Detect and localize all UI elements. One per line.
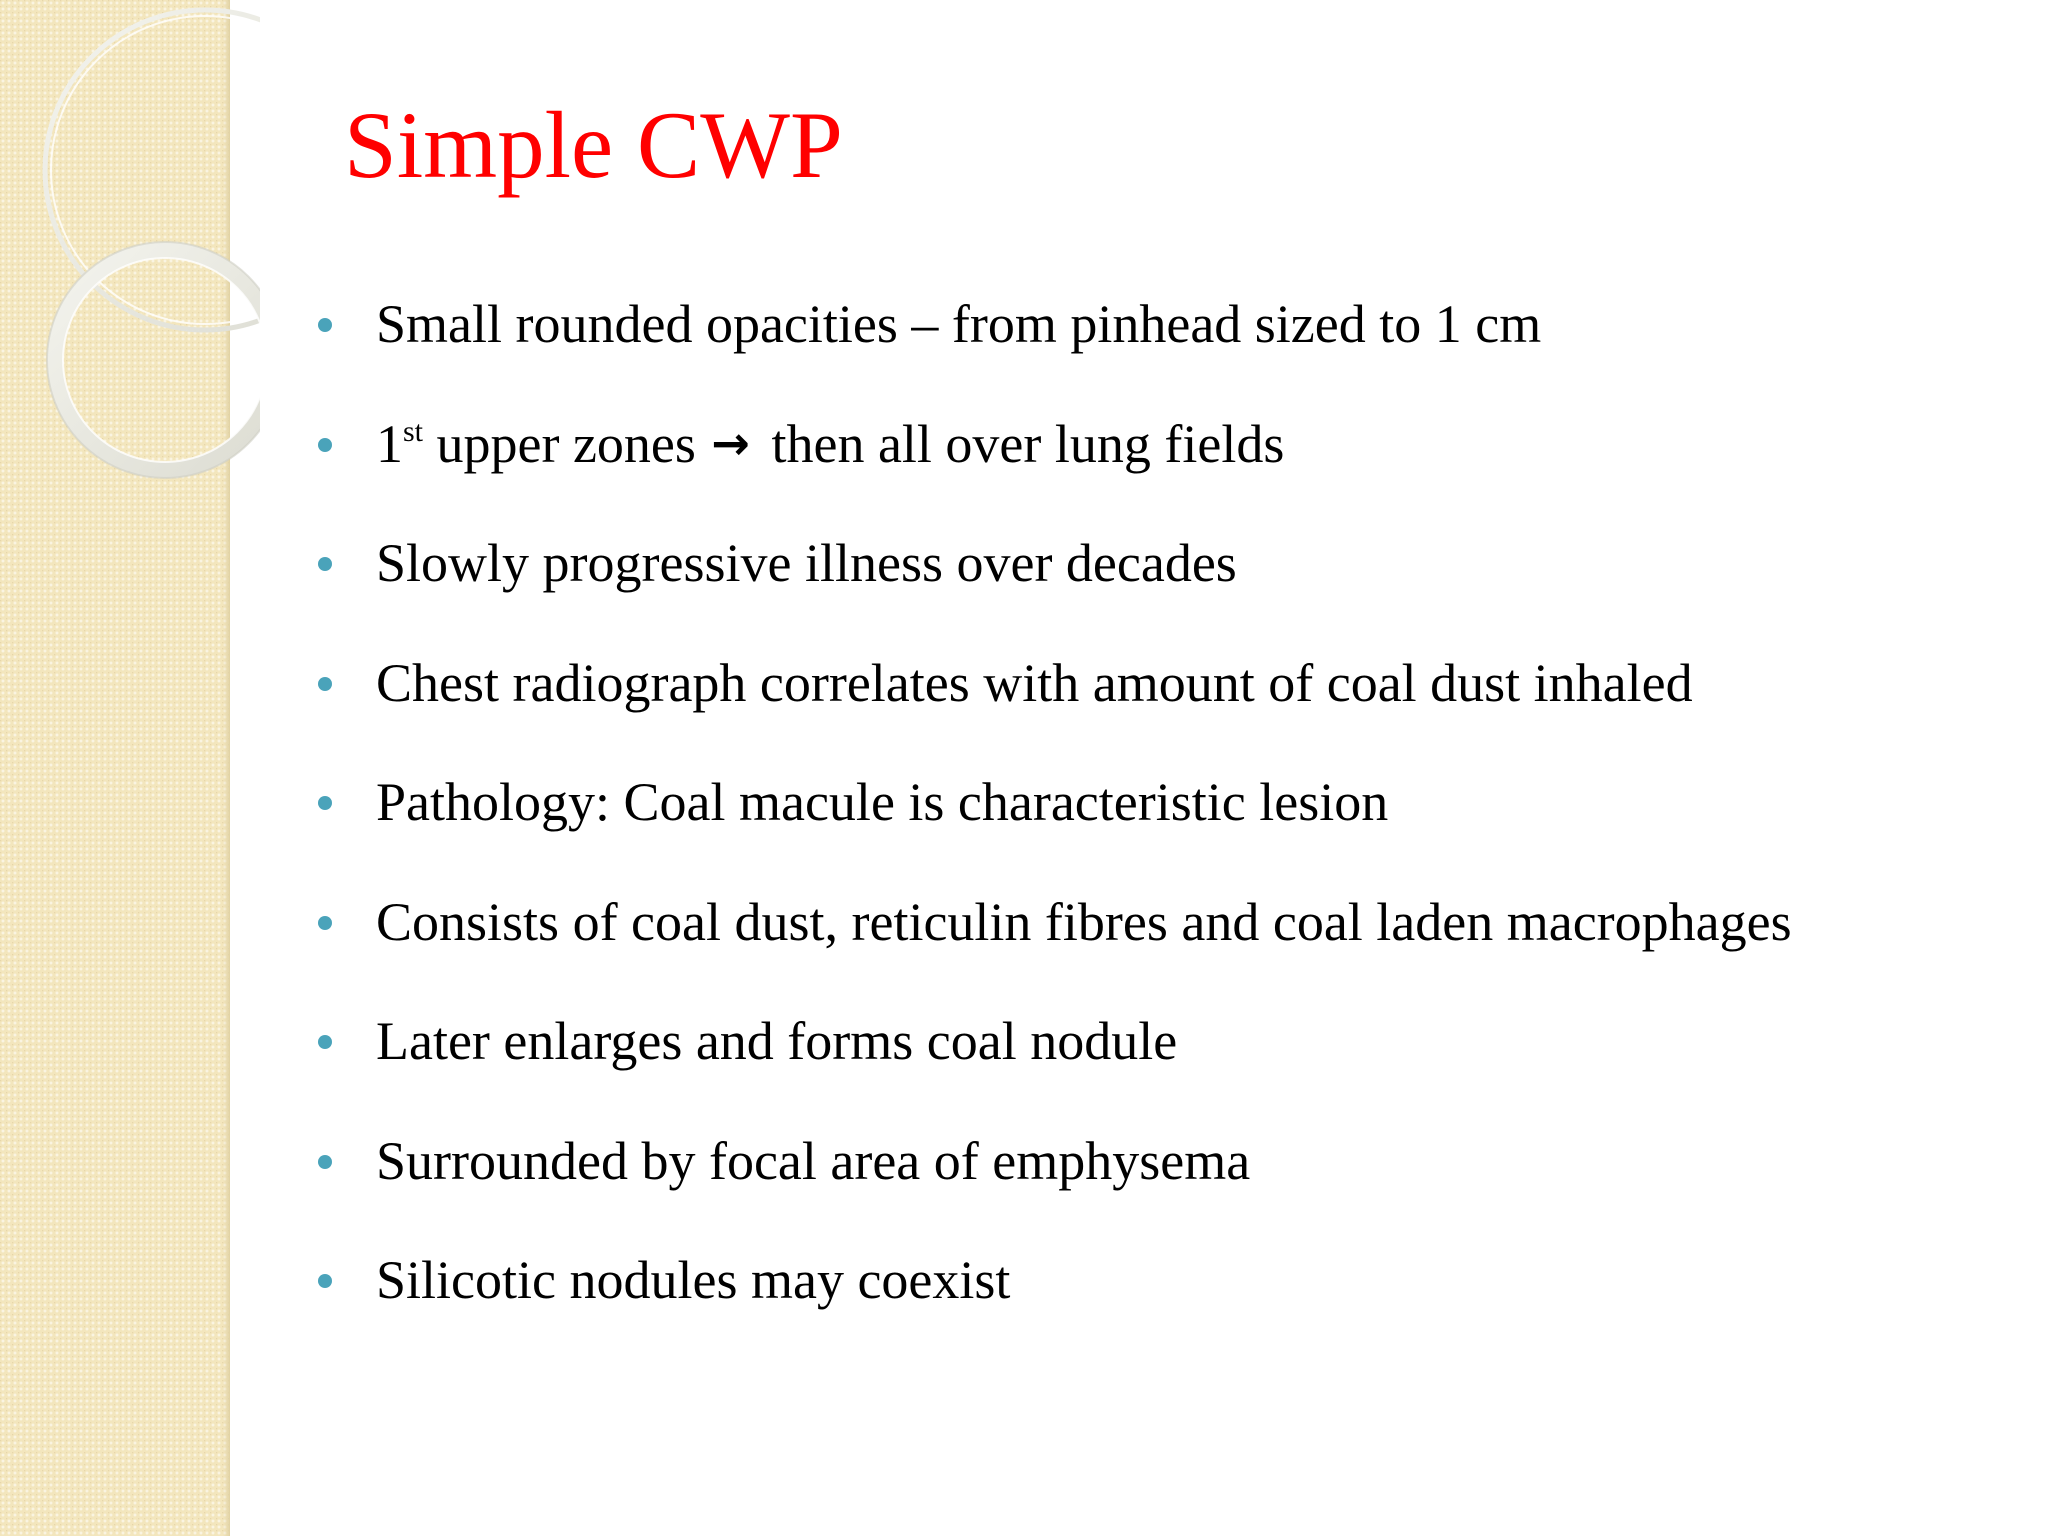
bullet-text: Later enlarges and forms coal nodule (376, 1011, 1178, 1071)
bullet-item (306, 644, 1792, 764)
bullet-dot-icon (318, 557, 332, 571)
bullet-text: Surrounded by focal area of emphysema (376, 1130, 1251, 1191)
bullet-dot-icon (318, 438, 332, 452)
arrow-right-icon: → (711, 415, 750, 470)
bullet-text: Pathology: Coal macule is characteristic lesion (376, 772, 1389, 832)
bullet-item (306, 883, 1792, 1003)
bullet-dot-icon (318, 677, 332, 691)
bullet-item (306, 1002, 1792, 1122)
bullet-dot-icon (318, 796, 332, 810)
bullet-dot-icon (318, 1035, 332, 1049)
bullet-text (376, 414, 1284, 474)
small-ring (47, 242, 260, 478)
bullet-item (306, 1122, 1792, 1242)
slide-title: Simple CWP (344, 92, 843, 198)
decorative-rings (0, 0, 260, 520)
ordinal-number: 1 (376, 413, 403, 474)
bullet-item (306, 763, 1792, 883)
bullet-list (306, 285, 1792, 1361)
bullet-dot-icon (318, 1155, 332, 1169)
bullet-text: Silicotic nodules may coexist (376, 1250, 1011, 1310)
bullet-text: Small rounded opacities – from pinhead sized to 1 cm (376, 294, 1542, 354)
bullet-text-part: then all over lung fields (757, 413, 1285, 474)
bullet-text-part: upper zones (423, 413, 696, 474)
bullet-text: Chest radiograph correlates with amount of coal dust inhaled (376, 652, 1693, 713)
ordinal-suffix: st (403, 414, 424, 448)
bullet-item (306, 524, 1792, 644)
bullet-dot-icon (318, 318, 332, 332)
bullet-text: Consists of coal dust, reticulin fibres and coal laden macrophages (376, 891, 1792, 952)
bullet-dot-icon (318, 1274, 332, 1288)
bullet-item (306, 285, 1792, 405)
bullet-dot-icon (318, 916, 332, 930)
bullet-item (306, 405, 1792, 525)
bullet-item (306, 1241, 1792, 1361)
bullet-text: Slowly progressive illness over decades (376, 533, 1237, 593)
